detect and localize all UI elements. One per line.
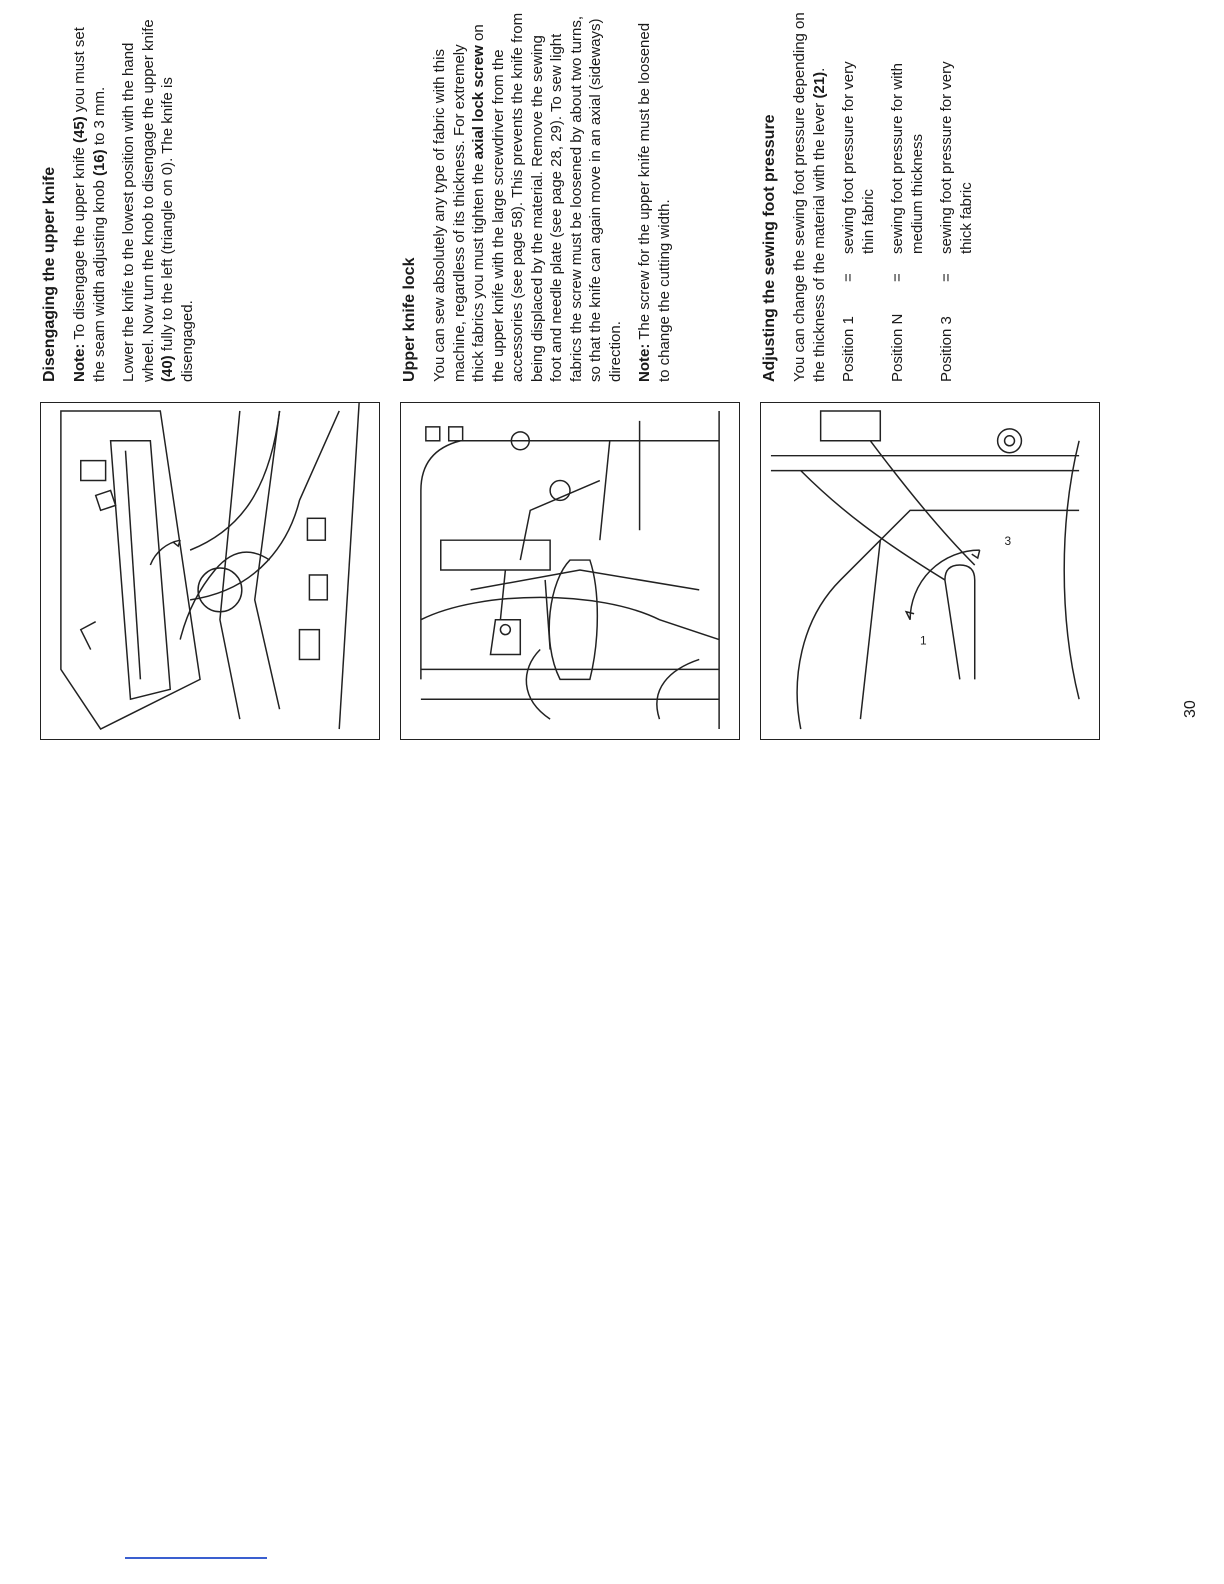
position-row — [888, 12, 927, 382]
section-disengaging-upper-knife — [40, 0, 385, 760]
part-ref: (21) — [810, 71, 828, 99]
position-label: Position N — [889, 313, 906, 382]
position-equals: = — [938, 273, 955, 282]
section-upper-knife-lock — [400, 0, 745, 760]
note-text: you must set the seam width adjusting knob — [71, 27, 108, 382]
part-ref: (16) — [90, 149, 108, 177]
body-text: You can change the sewing foot pressure depending on the thickness of the material with the lever — [791, 12, 828, 382]
figure-pressure-lever — [760, 402, 1100, 740]
note-paragraph — [635, 12, 674, 382]
body-text: on the upper knife with the large screwdriver from the accessories (see page 58). This prevents the knife from being displaced by the material. Remove the sewing foot and needle plate (see page 28, 29). To sew light fabrics the screw must be loosened by about two turns, so that the knife can again move in an axial (sideways) direction. — [470, 12, 624, 382]
heading: Adjusting the sewing foot pressure — [761, 114, 778, 382]
illustration-knife-knob — [41, 403, 379, 739]
body-text: Lower the knife to the lowest position with the hand wheel. Now turn the knob to disengage the upper knife — [120, 19, 157, 382]
rotated-page-content — [0, 0, 1012, 760]
note-text: to 3 mm. — [90, 86, 108, 150]
text-sewing-foot-pressure — [760, 12, 986, 382]
figure-upper-knife-knob — [40, 402, 380, 740]
body-text: fully to the left (triangle on 0). The knife is disengaged. — [159, 77, 196, 382]
section-sewing-foot-pressure — [760, 0, 1105, 760]
part-ref: (45) — [71, 116, 88, 143]
body-paragraph — [430, 12, 625, 382]
position-label: Position 1 — [840, 316, 857, 382]
text-disengaging-upper-knife — [40, 12, 207, 382]
note-label: Note: — [636, 343, 653, 382]
position-label: Position 3 — [938, 316, 955, 382]
position-row — [937, 12, 976, 382]
body-text: . — [810, 67, 828, 72]
position-row — [839, 12, 878, 382]
heading: Disengaging the upper knife — [41, 166, 58, 382]
position-description: sewing foot pressure for with medium thickness — [889, 63, 926, 254]
bold-term: axial lock screw — [470, 45, 487, 160]
text-upper-knife-lock — [400, 12, 684, 382]
body-paragraph — [119, 12, 197, 382]
note-text: The screw for the upper knife must be loosened to change the cutting width. — [636, 22, 673, 382]
position-description: sewing foot pressure for very thin fabric — [840, 61, 877, 254]
position-description: sewing foot pressure for very thick fabric — [938, 61, 975, 254]
note-paragraph — [70, 12, 109, 382]
scan-artifact-line — [125, 1557, 267, 1559]
illustration-screwdriver — [401, 403, 739, 739]
position-equals: = — [889, 273, 906, 282]
position-equals: = — [840, 273, 857, 282]
part-ref: (40) — [159, 355, 176, 382]
figure-label-3: 3 — [1004, 534, 1012, 549]
page-number: 30 — [1182, 700, 1199, 718]
note-label: Note: — [71, 343, 88, 382]
illustration-pressure-lever — [761, 403, 1099, 739]
note-text: To disengage the upper knife — [71, 142, 88, 344]
figure-axial-lock-screw — [400, 402, 740, 740]
body-text: You can sew absolutely any type of fabric with this machine, regardless of its thickness. For extremely thick fabrics you must tighten the — [431, 44, 487, 382]
heading: Upper knife lock — [401, 257, 418, 382]
figure-label-1: 1 — [920, 633, 927, 648]
body-paragraph — [790, 12, 829, 382]
